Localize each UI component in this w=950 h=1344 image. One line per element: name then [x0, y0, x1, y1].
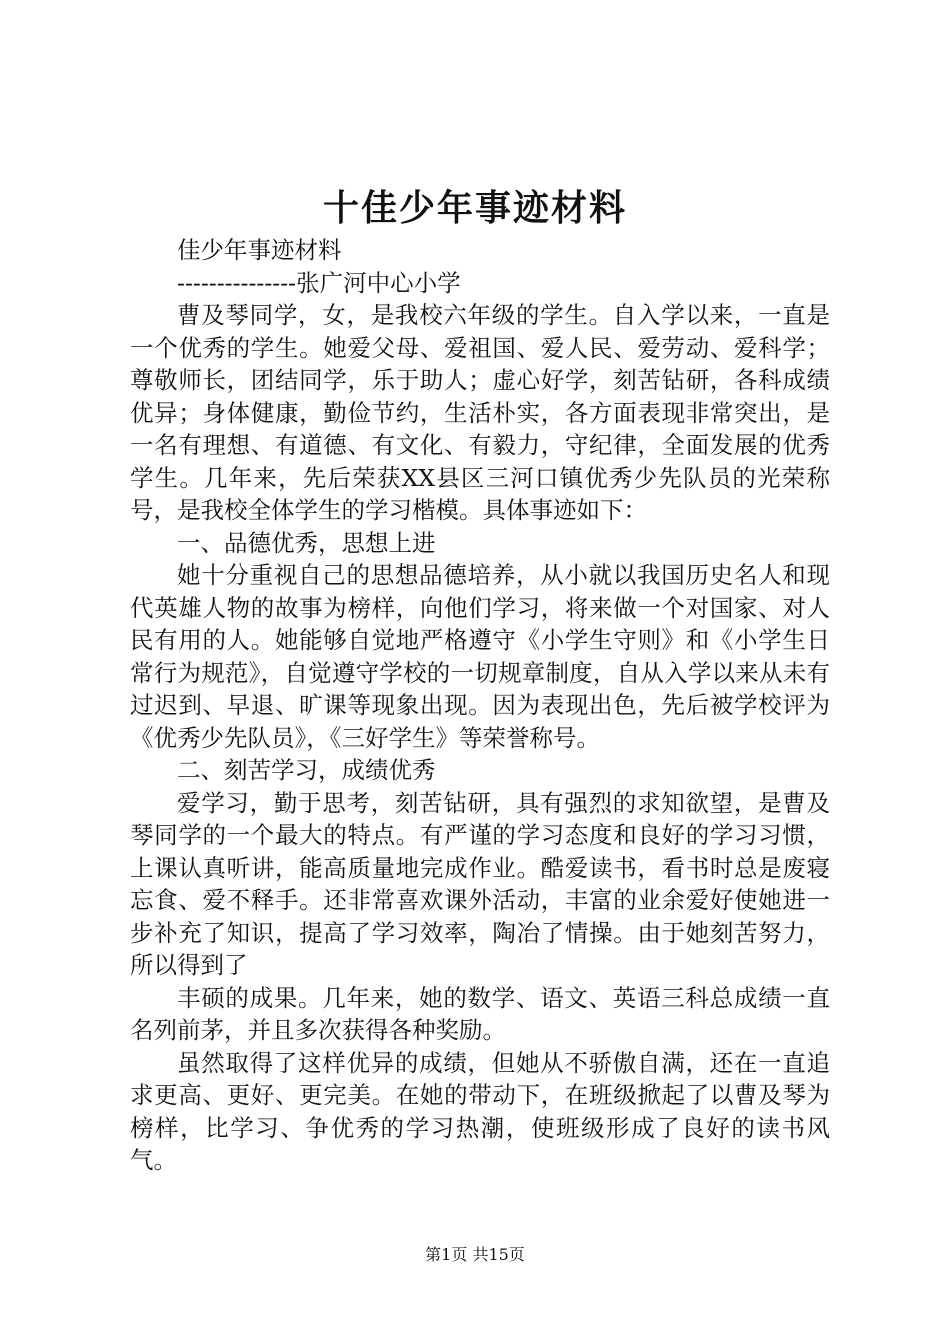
paragraph-intro: 曹及琴同学，女，是我校六年级的学生。自入学以来，一直是一个优秀的学生。她爱父母、爱祖国、爱人民、爱劳动、爱科学；尊敬师长，团结同学，乐于助人；虚心好学，刻苦钻研，各科成绩优异；身体健康，勤俭节约，生活朴实，各方面表现非常突出，是一名有理想、有道德、有文化、有毅力，守纪律，全面发展的优秀学生。几年来，先后荣获XX县区三河口镇优秀少先队员的光荣称号，是我校全体学生的学习楷模。具体事迹如下：	[130, 301, 830, 524]
author-line: ---------------张广河中心小学	[177, 268, 461, 297]
paragraph-morality: 她十分重视自己的思想品德培养，从小就以我国历史名人和现代英雄人物的故事为榜样，向他们学习，将来做一个对国家、对人民有用的人。她能够自觉地严格遵守《小学生守则》和《小学生日常行为规范》，自觉遵守学校的一切规章制度，自从入学以来从未有过迟到、早退、旷课等现象出现。因为表现出色，先后被学校评为《优秀少先队员》，《三好学生》等荣誉称号。	[130, 561, 830, 752]
document-title: 十佳少年事迹材料	[322, 187, 627, 229]
paragraph-study: 爱学习，勤于思考，刻苦钻研，具有强烈的求知欲望，是曹及琴同学的一个最大的特点。有严谨的学习态度和良好的学习习惯，上课认真听讲，能高质量地完成作业。酷爱读书，看书时总是废寝忘食、爱不释手。还非常喜欢课外活动，丰富的业余爱好使她进一步补充了知识，提高了学习效率，陶冶了情操。由于她刻苦努力，所以得到了	[130, 788, 830, 979]
section-heading-2: 二、刻苦学习，成绩优秀	[177, 756, 436, 784]
page-number: 第1页 共15页	[425, 1245, 525, 1264]
document-body	[130, 234, 830, 1177]
paragraph-results: 丰硕的成果。几年来，她的数学、语文、英语三科总成绩一直名列前茅，并且多次获得各种奖励。	[130, 983, 830, 1044]
section-heading-1: 一、品德优秀，思想上进	[177, 528, 436, 557]
subtitle: 佳少年事迹材料	[177, 236, 342, 264]
paragraph-humility: 虽然取得了这样优异的成绩，但她从不骄傲自满，还在一直追求更高、更好、更完美。在她的带动下，在班级掀起了以曹及琴为榜样，比学习、争优秀的学习热潮，使班级形成了良好的读书风气。	[130, 1048, 830, 1174]
